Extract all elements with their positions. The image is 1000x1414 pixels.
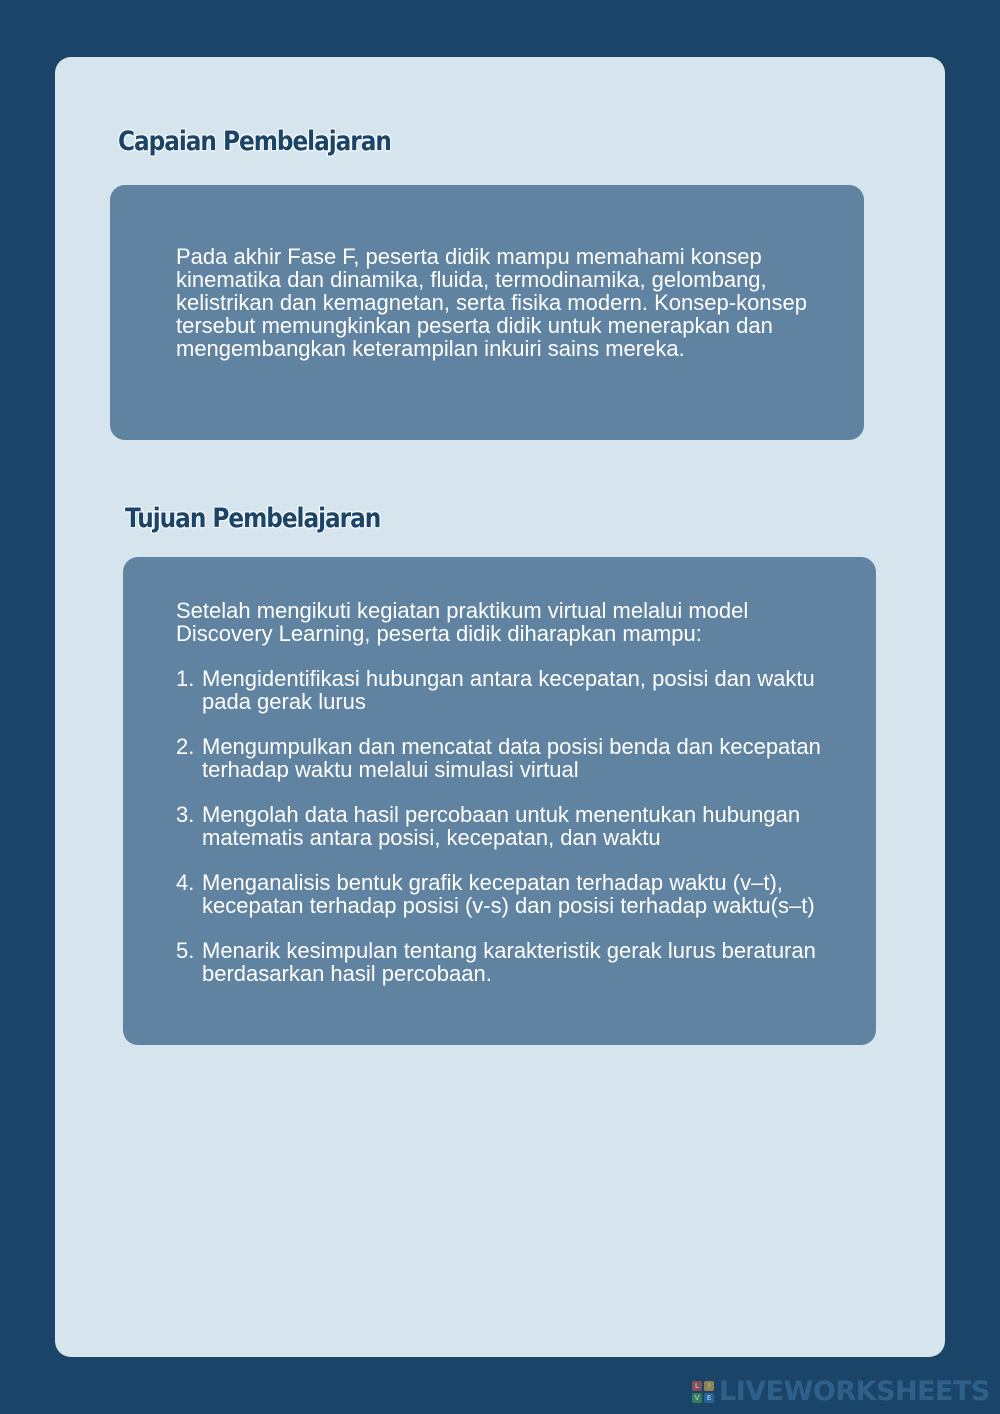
tujuan-title: Tujuan Pembelajaran [125,503,381,534]
liveworksheets-watermark [692,1376,990,1407]
objective-number: 1. [176,666,195,691]
objective-list [176,667,846,985]
objective-text: Mengidentifikasi hubungan antara kecepatan, posisi dan waktu pada gerak lurus [202,666,815,714]
logo-letter-l: L [692,1381,702,1391]
objective-text: Menganalisis bentuk grafik kecepatan terhadap waktu (v–t), kecepatan terhadap posisi (v-s) dan posisi terhadap waktu(s–t) [202,870,815,918]
objective-text: Mengolah data hasil percobaan untuk menentukan hubungan matematis antara posisi, kecepatan, dan waktu [202,802,801,850]
objective-number: 4. [176,870,195,895]
capaian-title: Capaian Pembelajaran [118,126,391,157]
objective-number: 2. [176,734,195,759]
objective-number: 5. [176,938,195,963]
liveworksheets-logo-icon [692,1381,714,1403]
capaian-box [110,185,864,440]
tujuan-box [123,557,876,1045]
objective-item [176,939,846,985]
logo-letter-e: E [704,1393,714,1403]
logo-letter-i: I [704,1381,714,1391]
logo-letter-v: V [692,1393,702,1403]
liveworksheets-wordmark: LIVEWORKSHEETS [719,1376,990,1407]
objective-text: Menarik kesimpulan tentang karakteristik gerak lurus beraturan berdasarkan hasil percobaan. [202,938,816,986]
objective-item [176,735,846,781]
capaian-body: Pada akhir Fase F, peserta didik mampu memahami konsep kinematika dan dinamika, fluida, termodinamika, gelombang, kelistrikan dan kemagnetan, serta fisika modern. Konsep-konsep tersebut memungkinkan peserta didik untuk menerapkan dan mengembangkan keterampilan inkuiri sains mereka. [176,244,808,361]
tujuan-intro: Setelah mengikuti kegiatan praktikum virtual melalui model Discovery Learning, peserta didik diharapkan mampu: [176,598,749,646]
objective-item [176,667,846,713]
objective-item [176,871,846,917]
objective-number: 3. [176,802,195,827]
objective-item [176,803,846,849]
objective-text: Mengumpulkan dan mencatat data posisi benda dan kecepatan terhadap waktu melalui simulasi virtual [202,734,821,782]
